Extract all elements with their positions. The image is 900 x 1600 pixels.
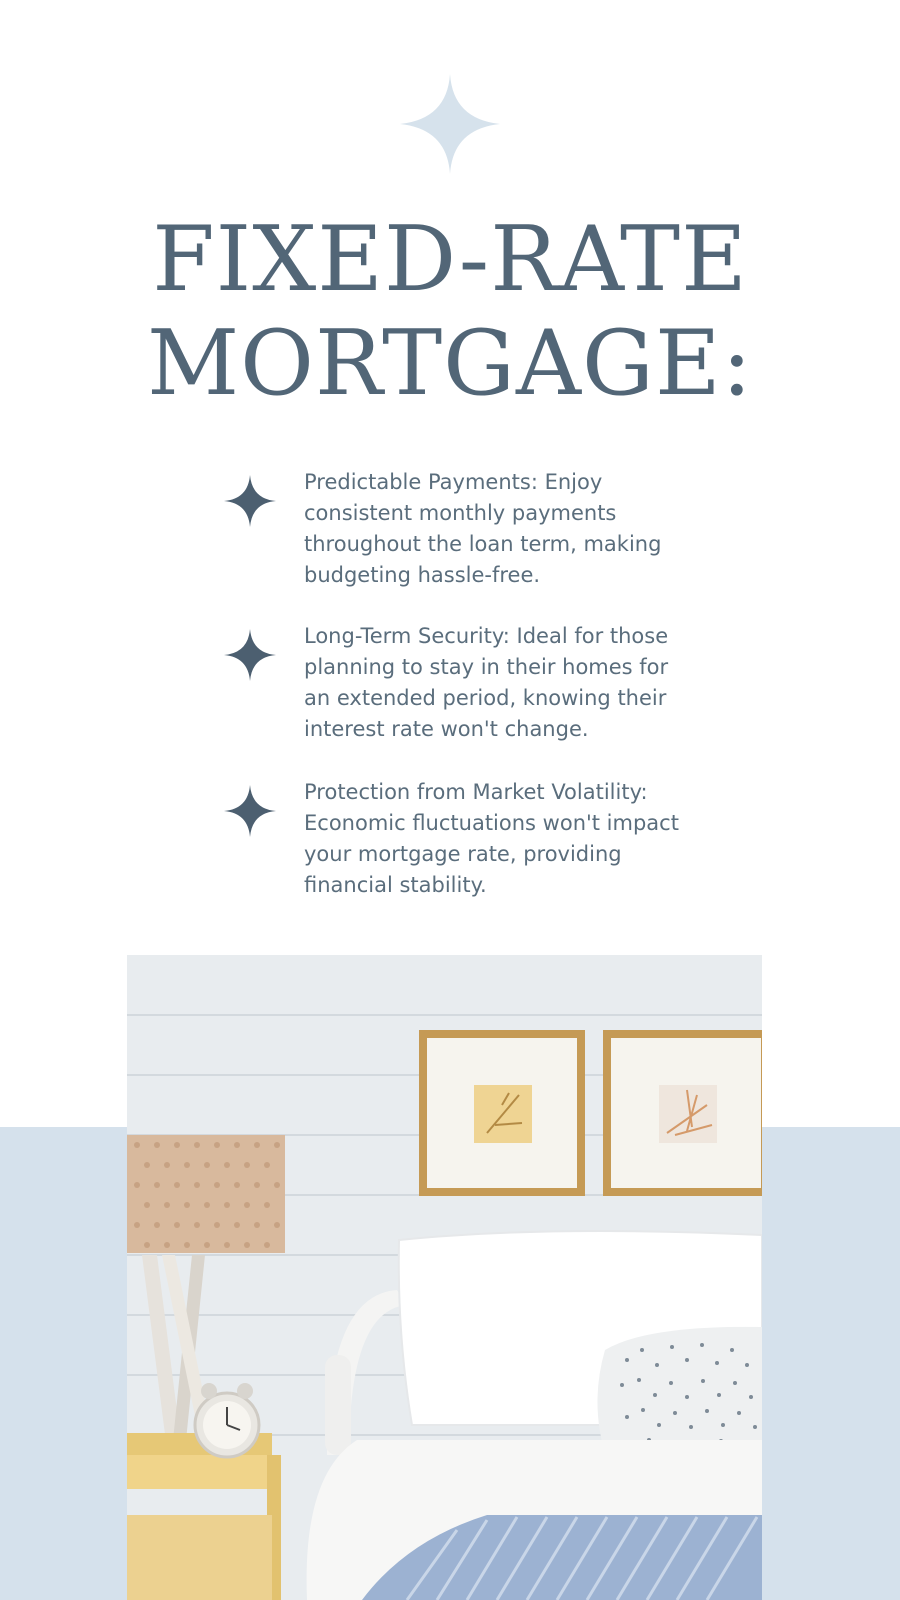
picture-frame [603, 1030, 762, 1196]
page-title [0, 208, 900, 416]
sparkle-icon [400, 74, 500, 174]
benefit-text: Long-Term Security: Ideal for those planning to stay in their homes for an extended period, knowing their interest rate won't change. [304, 624, 669, 741]
sparkle-icon [224, 629, 276, 681]
picture-frame [419, 1030, 585, 1196]
alarm-clock [195, 1383, 259, 1457]
sparkle-icon [224, 785, 276, 837]
title-line-2: MORTGAGE: [147, 311, 753, 416]
benefit-text: Predictable Payments: Enjoy consistent monthly payments throughout the loan term, making budgeting hassle-free. [304, 470, 662, 587]
bedroom-photo [127, 955, 762, 1600]
benefit-text: Protection from Market Volatility: Economic fluctuations won't impact your mortgage rate, providing financial stability. [304, 780, 679, 897]
nightstand [127, 1433, 281, 1600]
title-line-1: FIXED-RATE [152, 207, 748, 312]
sparkle-icon [224, 475, 276, 527]
